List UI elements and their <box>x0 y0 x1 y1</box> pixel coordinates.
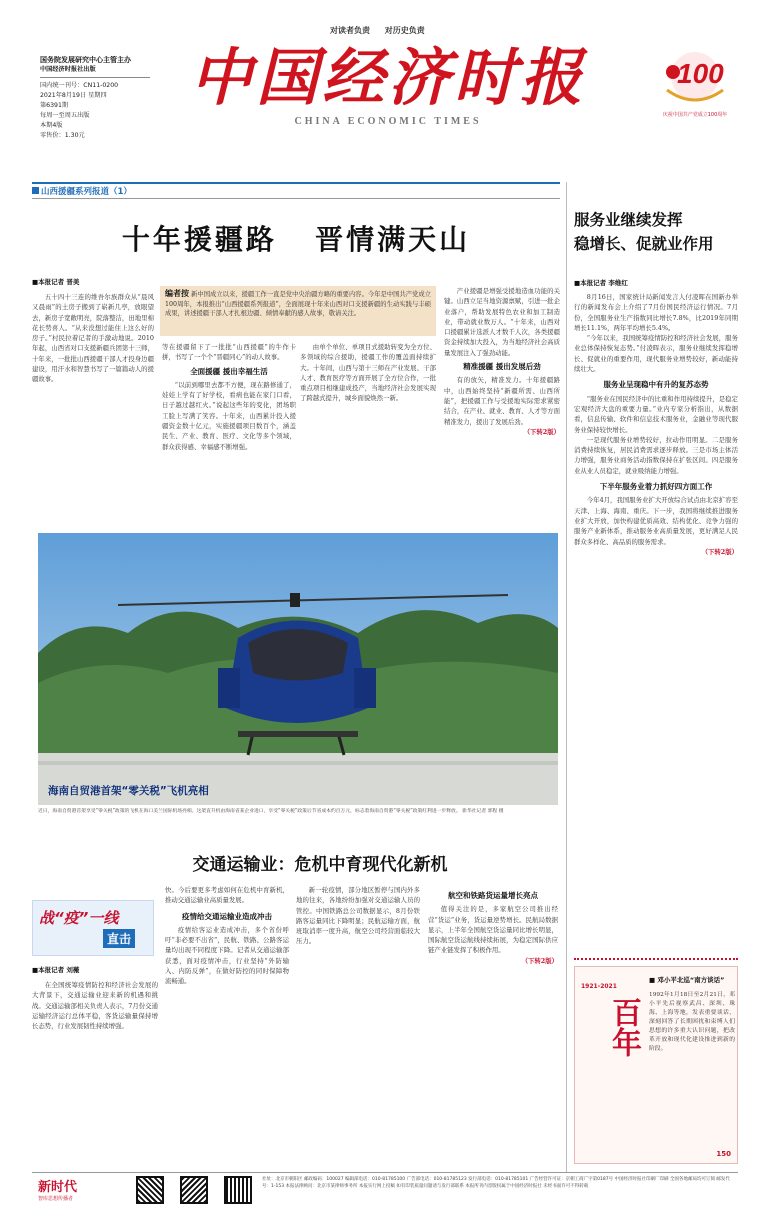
right-headline-line-2: 稳增长、促就业作用 <box>574 234 714 253</box>
sidebar-text: 1992年1月18日至2月21日，邓小平先后视察武昌、深圳、珠海、上海等地，发表重要谈话，深刻回答了长期困扰和束缚人们思想的许多重大认识问题，把改革开放和现代化建设推进到新的阶段。 <box>649 992 735 1052</box>
right-subhead-2: 下半年服务业着力抓好四方面工作 <box>599 482 713 492</box>
sidebar-page-no: 150 <box>716 1150 731 1158</box>
right-byline: ■本报记者 李维红 <box>574 279 628 287</box>
traffic-col-2-subhead: 疫情给交通运输业造成冲击 <box>182 911 272 921</box>
tag-readers: 对读者负责 <box>330 26 370 35</box>
right-headline-line-1: 服务业继续发挥 <box>574 210 683 229</box>
sponsor-line-1: 国务院发展研究中心主管主办 <box>40 56 131 64</box>
qr-code-2 <box>180 1176 208 1204</box>
right-body: 8月16日，国家统计局新闻发言人付凌晖在国新办举行的新闻发布会上介绍了7月份国民经济运行情况。7月份，全国服务业生产指数同比增长7.8%，比2019年同期增长11.1%，两年平均增长5.4%。 “今年以来，我国统筹疫情防控和经济社会发展，服务业总体保持恢复态势。”付凌晖表示，服务业继续发挥稳增长、促就业的重要作用，现代服务业增势较好，新动能持续壮大。 服务业呈现稳中有升的复苏态势 “服务业在国民经济中的比重和作用持续提升，是稳定宏观经济大盘的重要力量。”业内专家分析指出，从数据看，信息传输、软件和信息技术服务业，金融业等现代服务业保持较快增长。 一是现代服务业增势较好，拉动作用明显。二是服务消费持续恢复，居民消费需求逐步释放。三是市场主体活力增强，服务业商务活动指数保持在扩张区间。四是服务业从业人员稳定，就业吸纳能力增强。 下半年服务业着力抓好四方面工作 今年4月，我国服务业扩大开放综合试点由北京扩容至天津、上海、海南、重庆。下一步，我国将继续推进服务业扩大开放，加快构建优质高效、结构优化、竞争力强的服务产业新体系，推动服务业高质量发展，更好满足人民群众多样化、高品质的服务需求。 （下转2版） <box>574 293 738 556</box>
lead-byline: ■本报记者 晋美 <box>32 278 80 286</box>
sidebar-years: 1921-2021 <box>581 983 617 990</box>
lead-col-4-subhead: 精准援疆 援出发展后劲 <box>463 362 541 372</box>
sponsor-line-2: 中国经济时报社出版 <box>40 66 96 73</box>
qr-code-1 <box>136 1176 164 1204</box>
issue-meta-1: 2021年8月19日 星期四 <box>40 92 107 99</box>
centenary-badge <box>655 50 735 130</box>
badge-label: 庆祝中国共产党成立100周年 <box>662 112 728 118</box>
centenary-sidebar-box <box>574 966 738 1164</box>
red-dotted-divider <box>574 958 738 961</box>
issue-meta-4: 本期4版 <box>40 122 63 129</box>
lead-col-2: 等在援疆留下了一批批“山西援疆”的牛作卡拼，书写了一个个“晋疆同心”的动人故事。 全面援疆 援出幸福生活 “以前到哪里去都不方便，现在路修通了，娃娃上学有了好学校，看病也能在家门口看，日子越过越红火。”说起这些年的变化，团场职工脸上写满了笑容。十年来，山西累计投入援疆资金数十亿元，实施援疆项目数百个，涵盖民生、产业、教育、医疗、文化等多个领域，群众获得感、幸福感不断增强。 <box>162 343 296 451</box>
masthead <box>178 40 598 127</box>
traffic-col-4-subhead: 航空和铁路货运量增长亮点 <box>448 891 538 900</box>
photo-caption-title: 海南自贸港首架“零关税”飞机亮相 <box>48 785 209 797</box>
traffic-continued: （下转2版） <box>521 956 558 965</box>
lead-continued: （下转2版） <box>523 427 560 436</box>
masthead-english: CHINA ECONOMIC TIMES <box>294 116 482 127</box>
traffic-col-1: 在全国统筹疫情防控和经济社会发展的大背景下，交通运输业迎来新的机遇和挑战。交通运输部相关负责人表示，7月份交通运输经济运行总体平稳，客货运输量保持增长态势，行业发展韧性持续增强。 <box>32 981 158 1031</box>
footer-logo-sub: 智库思想传播者 <box>38 1196 74 1202</box>
lead-col-4: 产业援疆是增强受援地造血功能的关键。山西立足当地资源禀赋，引进一批企业落户，帮助发展特色农业和加工制造业，带动就业数万人。“十年来，山西对口援疆累计选派人才数千人次，各类援疆资金持续加大投入，为当地经济社会高质量发展注入了强劲动能。 精准援疆 援出发展后劲 有的放矢，精准发力。十年援疆路中，山西始终坚持“新疆所需、山西所能”，把援疆工作与受援地实际需求紧密结合，在产业、就业、教育、人才等方面精准发力，援出了发展后劲。 （下转2版） <box>444 287 560 436</box>
sidebar-decor-text: 百年 <box>606 997 641 1057</box>
right-subhead-1: 服务业呈现稳中有升的复苏态势 <box>603 380 709 390</box>
traffic-col-4: 航空和铁路货运量增长亮点 值得关注的是，多家航空公司推出经营“货运”业务，货运量逆势增长。民航局数据显示，上半年全国航空货运量同比增长明显，国际航空货运航线持续拓展，为稳定国际供应链产业链发挥了积极作用。 （下转2版） <box>428 891 558 965</box>
series-square-icon <box>32 187 39 194</box>
series-label: 山西援疆系列报道（1） <box>32 185 132 197</box>
helicopter-photo <box>38 533 558 805</box>
right-headline <box>574 208 739 256</box>
epidemic-logo <box>32 900 154 956</box>
helicopter-image <box>38 533 558 805</box>
footer-logo-text: 新时代 <box>38 1180 78 1195</box>
lead-col-2-subhead: 全面援疆 援出幸福生活 <box>190 366 268 376</box>
top-tags <box>330 25 450 36</box>
issue-meta-5: 零售价：1.30元 <box>40 132 85 139</box>
epidemic-logo-text: 战“疫”一线 <box>39 909 119 927</box>
right-divider <box>566 182 567 1172</box>
sidebar-title: ■ 邓小平北巡“南方谈话” <box>649 976 725 984</box>
photo-caption-text: 近日，海南自贸港首架享受“零关税”政策的飞机在海口美兰国际机场亮相。这架直升机由海南省某企业进口，享受“零关税”政策后节省成本约百万元，标志着海南自贸港“零关税”政策红利进一步释放。 新华社记者 郭程 摄 <box>38 809 504 814</box>
editor-note-text: 新中国成立以来，援疆工作一直是党中央治疆方略的重要内容。今年是中国共产党成立100周年，本报推出“山西援疆系列报道”，全面展现十年来山西对口支援新疆的生动实践与丰硕成果，讲述援疆干部人才扎根边疆、倾情奉献的感人故事，敬请关注。 <box>165 291 431 317</box>
masthead-title: 中国经济时报 <box>189 41 586 114</box>
footer-info: 社址：北京市朝阳区 邮政编码：100027 编辑部电话：010-81785100 广告部电话：010-81785123 发行部电话：010-81785101 广告经营许可证：京朝工商广字第0187号 中国经济时报社印刷厂印刷 全国各地邮局均可订阅 邮发代号：1-153 本报法律顾问：北京市某律师事务所 本报实行网上投稿 如有印装质量问题请与发行部联系 本报所刊内容版权属于中国经济时报社 未经书面许可不得转载 <box>262 1177 730 1189</box>
editor-note-label: 编者按 <box>165 289 190 298</box>
editor-note-box <box>160 286 436 336</box>
traffic-headline: 交通运输业：危机中育现代化新机 <box>192 855 448 875</box>
series-rule <box>32 182 560 184</box>
epidemic-logo-sub: 直击 <box>103 929 135 948</box>
footer-rule <box>32 1172 738 1173</box>
issue-meta-0: 国内统一刊号：CN11-0200 <box>40 82 119 89</box>
footer-logo <box>38 1176 120 1202</box>
lead-headline: 十年援疆路 晋情满天山 <box>121 223 471 256</box>
lead-col-3: 由单个单位、单项目式援助转变为全方位、多领域的综合援助，援疆工作的覆盖面持续扩大。十年间，山西与第十三师在产业发展、干部人才、教育医疗等方面开展了全方位合作，一批重点项目相继建成投产，当地经济社会发展实现了跨越式提升，城乡面貌焕然一新。 <box>300 343 436 403</box>
traffic-col-3: 新一轮疫情，部分地区暂停与国内外多地的往来，各地纷纷加强对交通运输人员的管控。中国铁路总公司数据显示，8月份铁路客运量同比下降明显；民航运输方面，航班取消率一度升高，航空公司经营面临较大压力。 <box>296 886 420 946</box>
sponsor-block <box>40 55 150 141</box>
badge-number: 100 <box>677 58 724 89</box>
issue-meta-3: 每周一至周五出版 <box>40 112 90 119</box>
issue-meta-2: 第6391期 <box>40 102 69 109</box>
right-continued: （下转2版） <box>701 547 738 556</box>
tag-history: 对历史负责 <box>384 26 425 35</box>
lead-frame-left <box>32 198 560 199</box>
traffic-byline: ■本报记者 刘薇 <box>32 966 80 974</box>
qr-code-3 <box>224 1176 252 1204</box>
traffic-col-2: 快。今后要更多考虑如何在危机中育新机，推动交通运输业高质量发展。 疫情给交通运输业造成冲击 疫情给客运业造成冲击，多个省份呼吁“非必要不出省”，民航、铁路、公路客运量均出现不同程度下降。记者从交通运输部获悉，面对疫情冲击，行业坚持“外防输入、内防反弹”，在做好防控的同时保障物流畅通。 <box>165 886 289 986</box>
lead-col-1: 五十四十三连的维吾尔族群众从“晨风又晨雨”的土房子搬到了崭新几亭，放眼望去，新房子宽敞明亮，院落整洁，田地里棉花长势喜人。“从来没想过能住上这么好的房子。”村民拉着记者的手激动地说。2010年起，山西省对口支援新疆兵团第十三师，十年来，一批批山西援疆干部人才投身边疆建设，用汗水和智慧书写了一篇篇动人的援疆故事。 <box>32 293 154 384</box>
